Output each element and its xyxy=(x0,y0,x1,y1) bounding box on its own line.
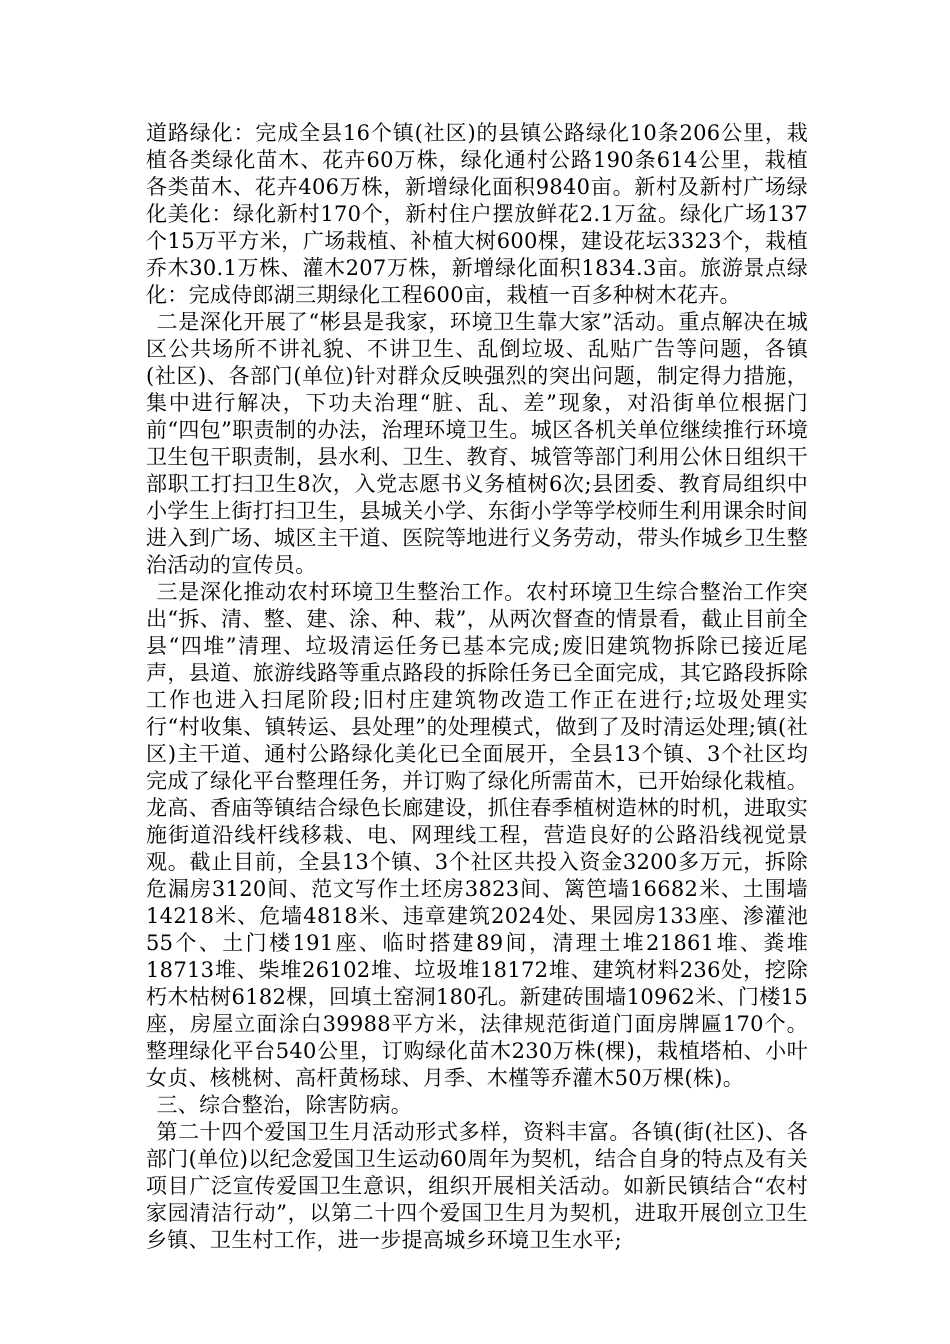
document-body xyxy=(146,120,808,1254)
paragraph-road-greening: 道路绿化：完成全县16个镇(社区)的县镇公路绿化10条206公里，栽植各类绿化苗木、花卉60万株，绿化通村公路190条614公里，栽植各类苗木、花卉406万株，新增绿化面积9840亩。新村及新村广场绿化美化：绿化新村170个，新村住户摆放鲜花2.1万盆。绿化广场137个15万平方米，广场栽植、补植大树600棵，建设花坛3323个，栽植乔木30.1万株、灌木207万株，新增绿化面积1834.3亩。旅游景点绿化：完成侍郎湖三期绿化工程600亩，栽植一百多种树木花卉。 xyxy=(146,121,808,307)
paragraph-rural-sanitation: 三是深化推动农村环境卫生整治工作。农村环境卫生综合整治工作突出“拆、清、整、建、涂、种、栽”，从两次督查的情景看，截止目前全县“四堆”清理、垃圾清运任务已基本完成;废旧建筑物拆除已接近尾声，县道、旅游线路等重点路段的拆除任务已全面完成，其它路段拆除工作也进入扫尾阶段;旧村庄建筑物改造工作正在进行;垃圾处理实行“村收集、镇转运、县处理”的处理模式，做到了及时清运处理;镇(社区)主干道、通村公路绿化美化已全面展开，全县13个镇、3个社区均完成了绿化平台整理任务，并订购了绿化所需苗木，已开始绿化栽植。龙高、香庙等镇结合绿色长廊建设，抓住春季植树造林的时机，进取实施街道沿线杆线移栽、电、网理线工程，营造良好的公路沿线视觉景观。截止目前，全县13个镇、3个社区共投入资金3200多万元，拆除危漏房3120间、范文写作土坯房3823间、篱笆墙16682米、土围墙14218米、危墙4818米、违章建筑2024处、果园房133座、渗灌池55个、土门楼191座、临时搭建89间，清理土堆21861堆、粪堆18713堆、柴堆26102堆、垃圾堆18172堆、建筑材料236处，挖除朽木枯树6182棵，回填土窑洞180孔。新建砖围墙10962米、门楼15座，房屋立面涂白39988平方米，法律规范街道门面房牌匾170个。整理绿化平台540公里，订购绿化苗木230万株(棵)，栽植塔柏、小叶女贞、核桃树、高杆黄杨球、月季、木槿等乔灌木50万棵(株)。 xyxy=(146,580,808,1090)
paragraph-patriotic-health-month: 第二十四个爱国卫生月活动形式多样，资料丰富。各镇(街(社区)、各部门(单位)以纪念爱国卫生运动60周年为契机，结合自身的特点及有关项目广泛宣传爱国卫生意识，组织开展相关活动。如新民镇结合“农村家园清洁行动”，以第二十四个爱国卫生月为契机，进取开展创立卫生乡镇、卫生村工作，进一步提高城乡环境卫生水平; xyxy=(146,1120,809,1252)
paragraph-campaign-environment: 二是深化开展了“彬县是我家，环境卫生靠大家”活动。重点解决在城区公共场所不讲礼貌、不讲卫生、乱倒垃圾、乱贴广告等问题，各镇(社区)、各部门(单位)针对群众反映强烈的突出问题，制定得力措施，集中进行解决，下功夫治理“脏、乱、差”现象，对沿街单位根据门前“四包”职责制的办法，治理环境卫生。城区各机关单位继续推行环境卫生包干职责制，县水利、卫生、教育、城管等部门利用公休日组织干部职工打扫卫生8次，入党志愿书义务植树6次;县团委、教育局组织中小学生上街打扫卫生，县城关小学、东街小学等学校师生利用课余时间进入到广场、城区主干道、医院等地进行义务劳动，带头作城乡卫生整治活动的宣传员。 xyxy=(146,310,808,577)
section-heading-pest-control: 三、综合整治，除害防病。 xyxy=(156,1093,413,1117)
